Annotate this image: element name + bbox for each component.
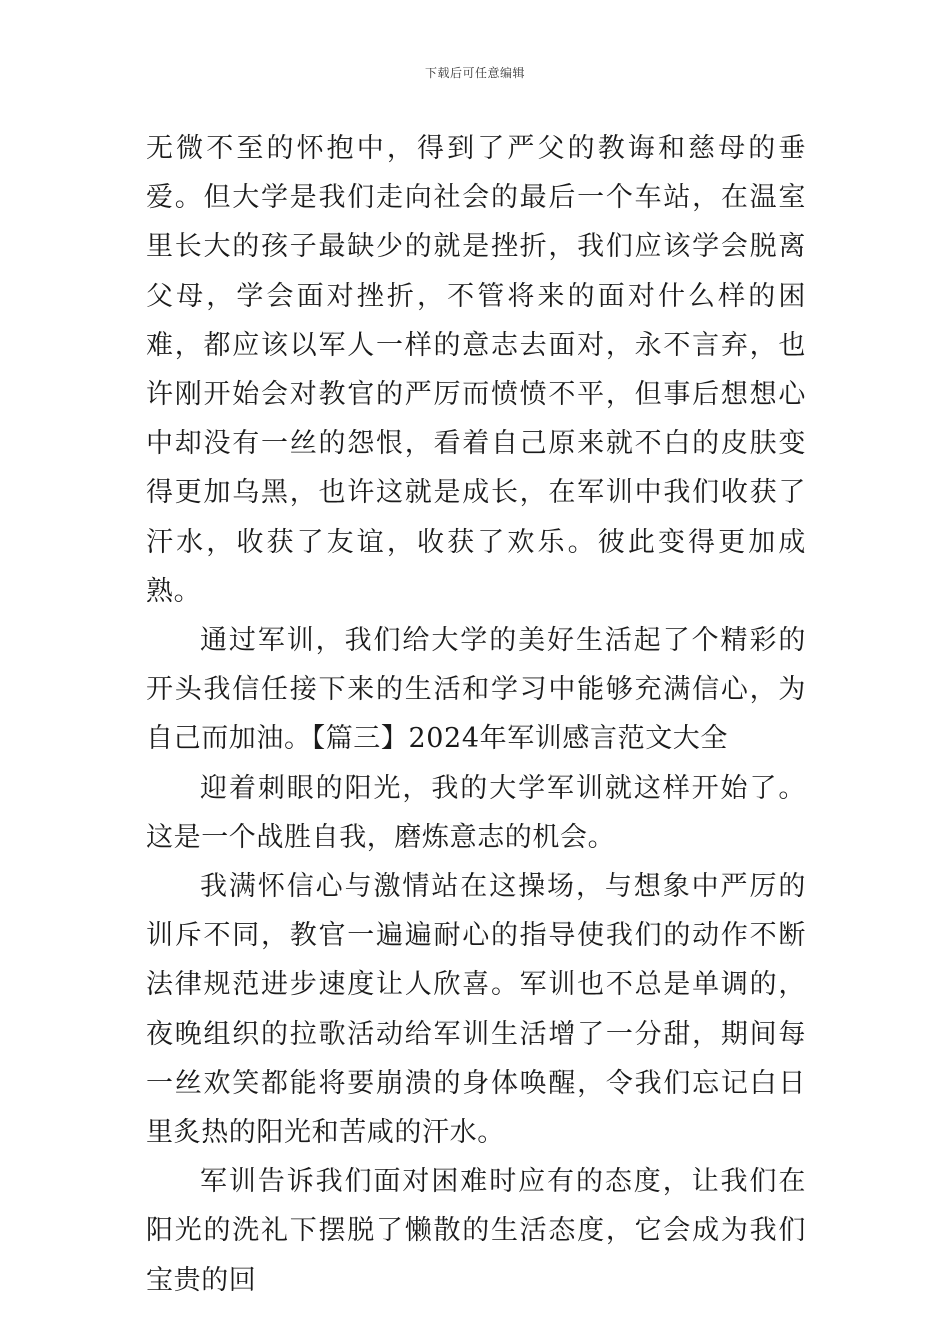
paragraph-2: 通过军训，我们给大学的美好生活起了个精彩的开头我信任接下来的生活和学习中能够充满信心，为自己而加油。【篇三】2024年军训感言范文大全 bbox=[146, 625, 806, 755]
paragraph-5: 军训告诉我们面对困难时应有的态度，让我们在阳光的洗礼下摆脱了懒散的生活态度，它会成为我们宝贵的回 bbox=[146, 1166, 806, 1296]
paragraph-3: 迎着刺眼的阳光，我的大学军训就这样开始了。这是一个战胜自我，磨炼意志的机会。 bbox=[146, 772, 806, 853]
document-body bbox=[146, 124, 806, 1305]
paragraph-4: 我满怀信心与激情站在这操场，与想象中严厉的训斥不同，教官一遍遍耐心的指导使我们的动作不断法律规范进步速度让人欣喜。军训也不总是单调的，夜晚组织的拉歌活动给军训生活增了一分甜，期间每一丝欢笑都能将要崩溃的身体唤醒，令我们忘记白日里炙热的阳光和苦咸的汗水。 bbox=[146, 871, 806, 1149]
page-header: 下载后可任意编辑 bbox=[424, 66, 525, 80]
paragraph-1: 无微不至的怀抱中，得到了严父的教诲和慈母的垂爱。但大学是我们走向社会的最后一个车站，在温室里长大的孩子最缺少的就是挫折，我们应该学会脱离父母，学会面对挫折，不管将来的面对什么样的困难，都应该以军人一样的意志去面对，永不言弃，也许刚开始会对教官的严厉而愤愤不平，但事后想想心中却没有一丝的怨恨，看着自己原来就不白的皮肤变得更加乌黑，也许这就是成长，在军训中我们收获了汗水，收获了友谊，收获了欢乐。彼此变得更加成熟。 bbox=[146, 133, 806, 607]
